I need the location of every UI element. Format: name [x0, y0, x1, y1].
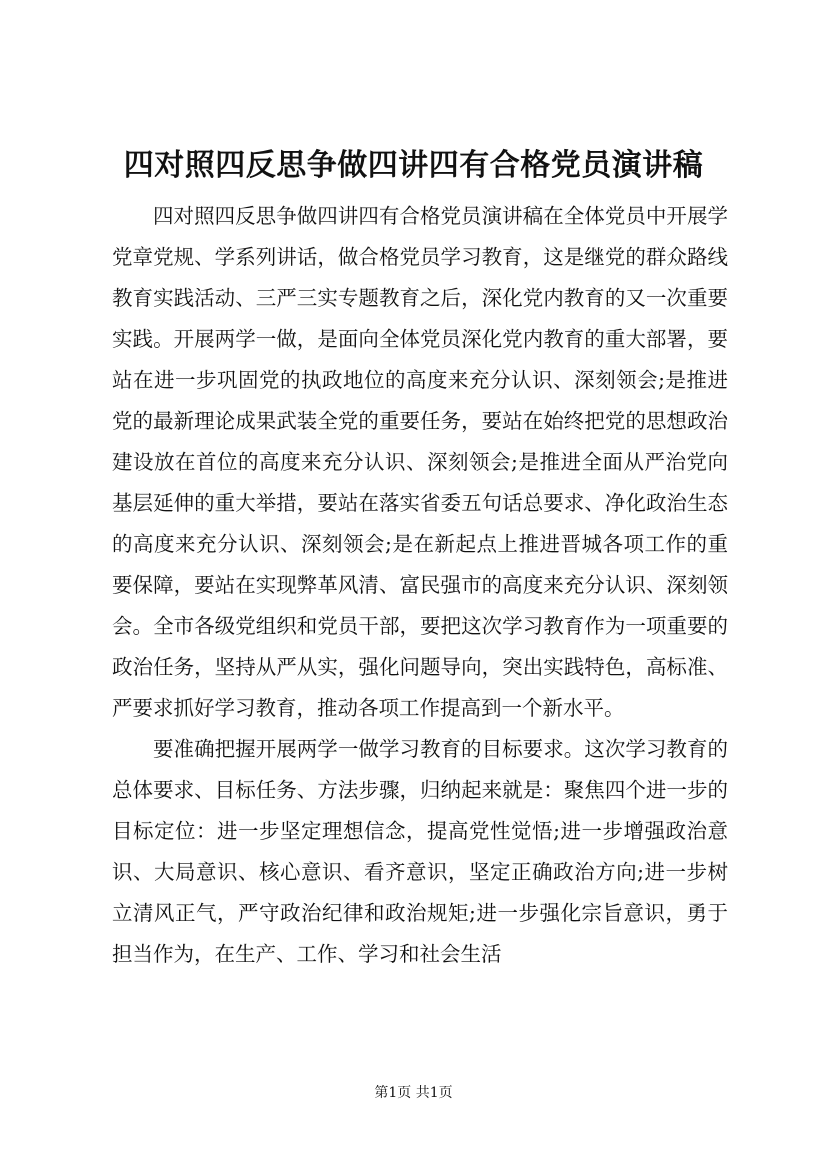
paragraph-1: 四对照四反思争做四讲四有合格党员演讲稿在全体党员中开展学党章党规、学系列讲话，做合格党员学习教育，这是继党的群众路线教育实践活动、三严三实专题教育之后，深化党内教育的又一次重要实践。开展两学一做，是面向全体党员深化党内教育的重大部署，要站在进一步巩固党的执政地位的高度来充分认识、深刻领会;是推进党的最新理论成果武装全党的重要任务，要站在始终把党的思想政治建设放在首位的高度来充分认识、深刻领会;是推进全面从严治党向基层延伸的重大举措，要站在落实省委五句话总要求、净化政治生态的高度来充分认识、深刻领会;是在新起点上推进晋城各项工作的重要保障，要站在实现弊革风清、富民强市的高度来充分认识、深刻领会。全市各级党组织和党员干部，要把这次学习教育作为一项重要的政治任务，坚持从严从实，强化问题导向，突出实践特色，高标准、严要求抓好学习教育，推动各项工作提高到一个新水平。	[112, 204, 728, 720]
document-body	[112, 196, 728, 975]
page-footer: 第1页 共1页	[374, 1085, 453, 1101]
paragraph-2: 要准确把握开展两学一做学习教育的目标要求。这次学习教育的总体要求、目标任务、方法步骤，归纳起来就是：聚焦四个进一步的目标定位：进一步坚定理想信念，提高党性觉悟;进一步增强政治意识、大局意识、核心意识、看齐意识，坚定正确政治方向;进一步树立清风正气，严守政治纪律和政治规矩;进一步强化宗旨意识，勇于担当作为，在生产、工作、学习和社会生活	[112, 737, 728, 966]
document-title: 四对照四反思争做四讲四有合格党员演讲稿	[123, 148, 704, 183]
